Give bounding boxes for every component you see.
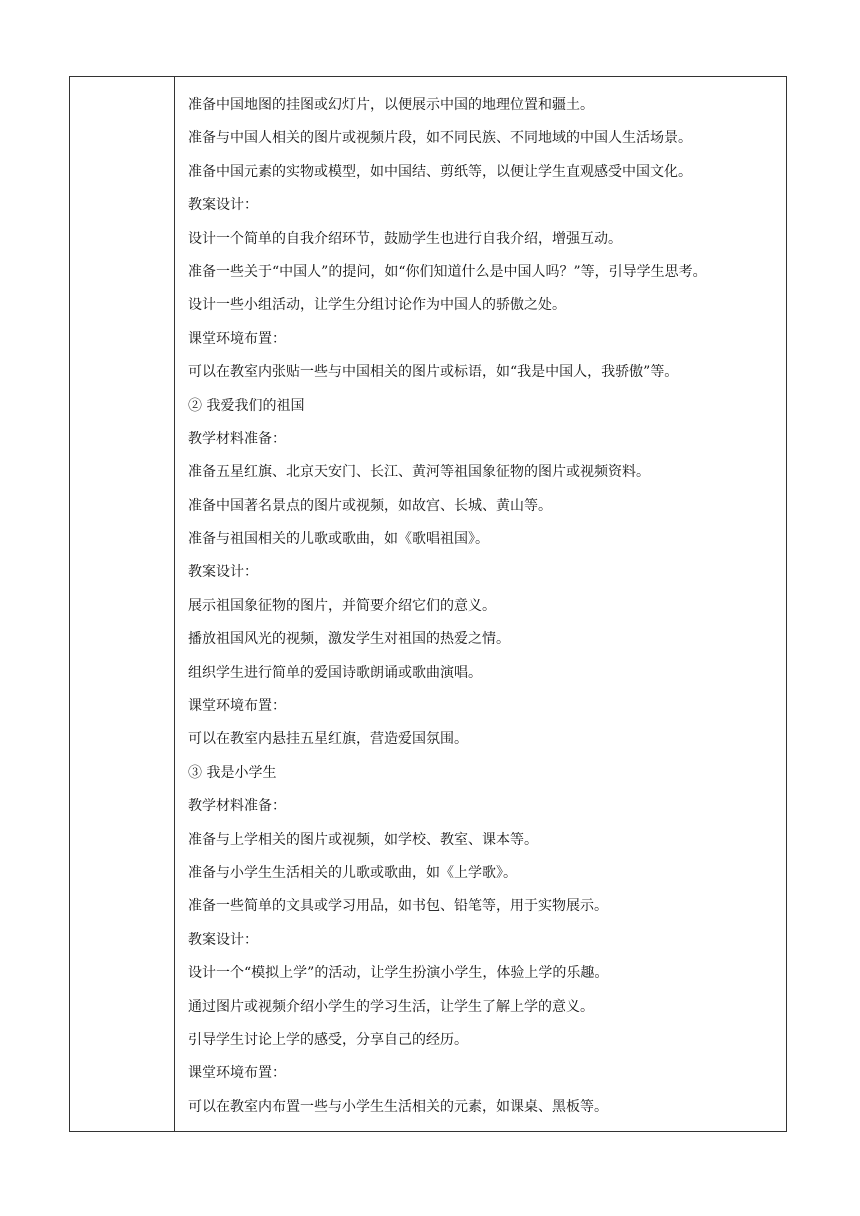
text-line: 准备与小学生生活相关的儿歌或歌曲，如《上学歌》。 <box>188 864 517 881</box>
text-line: 设计一些小组活动，让学生分组讨论作为中国人的骄傲之处。 <box>188 297 566 314</box>
section-label: 教案设计： <box>188 564 258 581</box>
text-line: 设计一个“模拟上学”的活动，让学生扮演小学生，体验上学的乐趣。 <box>188 965 609 982</box>
text-line: 准备与中国人相关的图片或视频片段，如不同民族、不同地域的中国人生活场景。 <box>188 130 692 147</box>
text-line: 准备五星红旗、北京天安门、长江、黄河等祖国象征物的图片或视频资料。 <box>188 464 650 481</box>
section-label: 教案设计： <box>188 931 258 948</box>
content-lines <box>175 77 786 1124</box>
text-line: 准备中国著名景点的图片或视频，如故宫、长城、黄山等。 <box>188 497 552 514</box>
text-line: 引导学生讨论上学的感受，分享自己的经历。 <box>188 1031 468 1048</box>
text-line: 展示祖国象征物的图片，并简要介绍它们的意义。 <box>188 597 496 614</box>
section-label: 教案设计： <box>188 197 258 214</box>
lesson-table <box>69 76 787 1132</box>
text-line: 准备一些关于“中国人”的提问，如“你们知道什么是中国人吗？”等，引导学生思考。 <box>188 263 707 280</box>
section-label: 课堂环境布置： <box>188 698 286 715</box>
section-label: 课堂环境布置： <box>188 330 286 347</box>
text-line: 设计一个简单的自我介绍环节，鼓励学生也进行自我介绍，增强互动。 <box>188 230 622 247</box>
text-line: 播放祖国风光的视频，激发学生对祖国的热爱之情。 <box>188 631 510 648</box>
text-line: 准备中国元素的实物或模型，如中国结、剪纸等，以便让学生直观感受中国文化。 <box>188 163 692 180</box>
text-line: 准备与祖国相关的儿歌或歌曲，如《歌唱祖国》。 <box>188 531 489 548</box>
text-line: 准备与上学相关的图片或视频，如学校、教室、课本等。 <box>188 831 538 848</box>
text-line: 准备中国地图的挂图或幻灯片，以便展示中国的地理位置和疆土。 <box>188 97 594 113</box>
section-label: 教学材料准备： <box>188 430 286 447</box>
text-line: 组织学生进行简单的爱国诗歌朗诵或歌曲演唱。 <box>188 664 482 681</box>
left-column-cell <box>70 77 175 1132</box>
section-label: 教学材料准备： <box>188 798 286 815</box>
lesson-heading: ② 我爱我们的祖国 <box>188 397 305 414</box>
text-line: 准备一些简单的文具或学习用品，如书包、铅笔等，用于实物展示。 <box>188 898 608 915</box>
table-row <box>70 77 787 1132</box>
content-cell <box>175 77 787 1132</box>
lesson-heading: ③ 我是小学生 <box>188 764 277 781</box>
section-label: 课堂环境布置： <box>188 1065 286 1082</box>
text-line: 通过图片或视频介绍小学生的学习生活，让学生了解上学的意义。 <box>188 998 594 1015</box>
text-line: 可以在教室内布置一些与小学生生活相关的元素，如课桌、黑板等。 <box>188 1098 608 1115</box>
text-line: 可以在教室内张贴一些与中国相关的图片或标语，如“我是中国人，我骄傲”等。 <box>188 364 679 381</box>
text-line: 可以在教室内悬挂五星红旗，营造爱国氛围。 <box>188 731 468 748</box>
